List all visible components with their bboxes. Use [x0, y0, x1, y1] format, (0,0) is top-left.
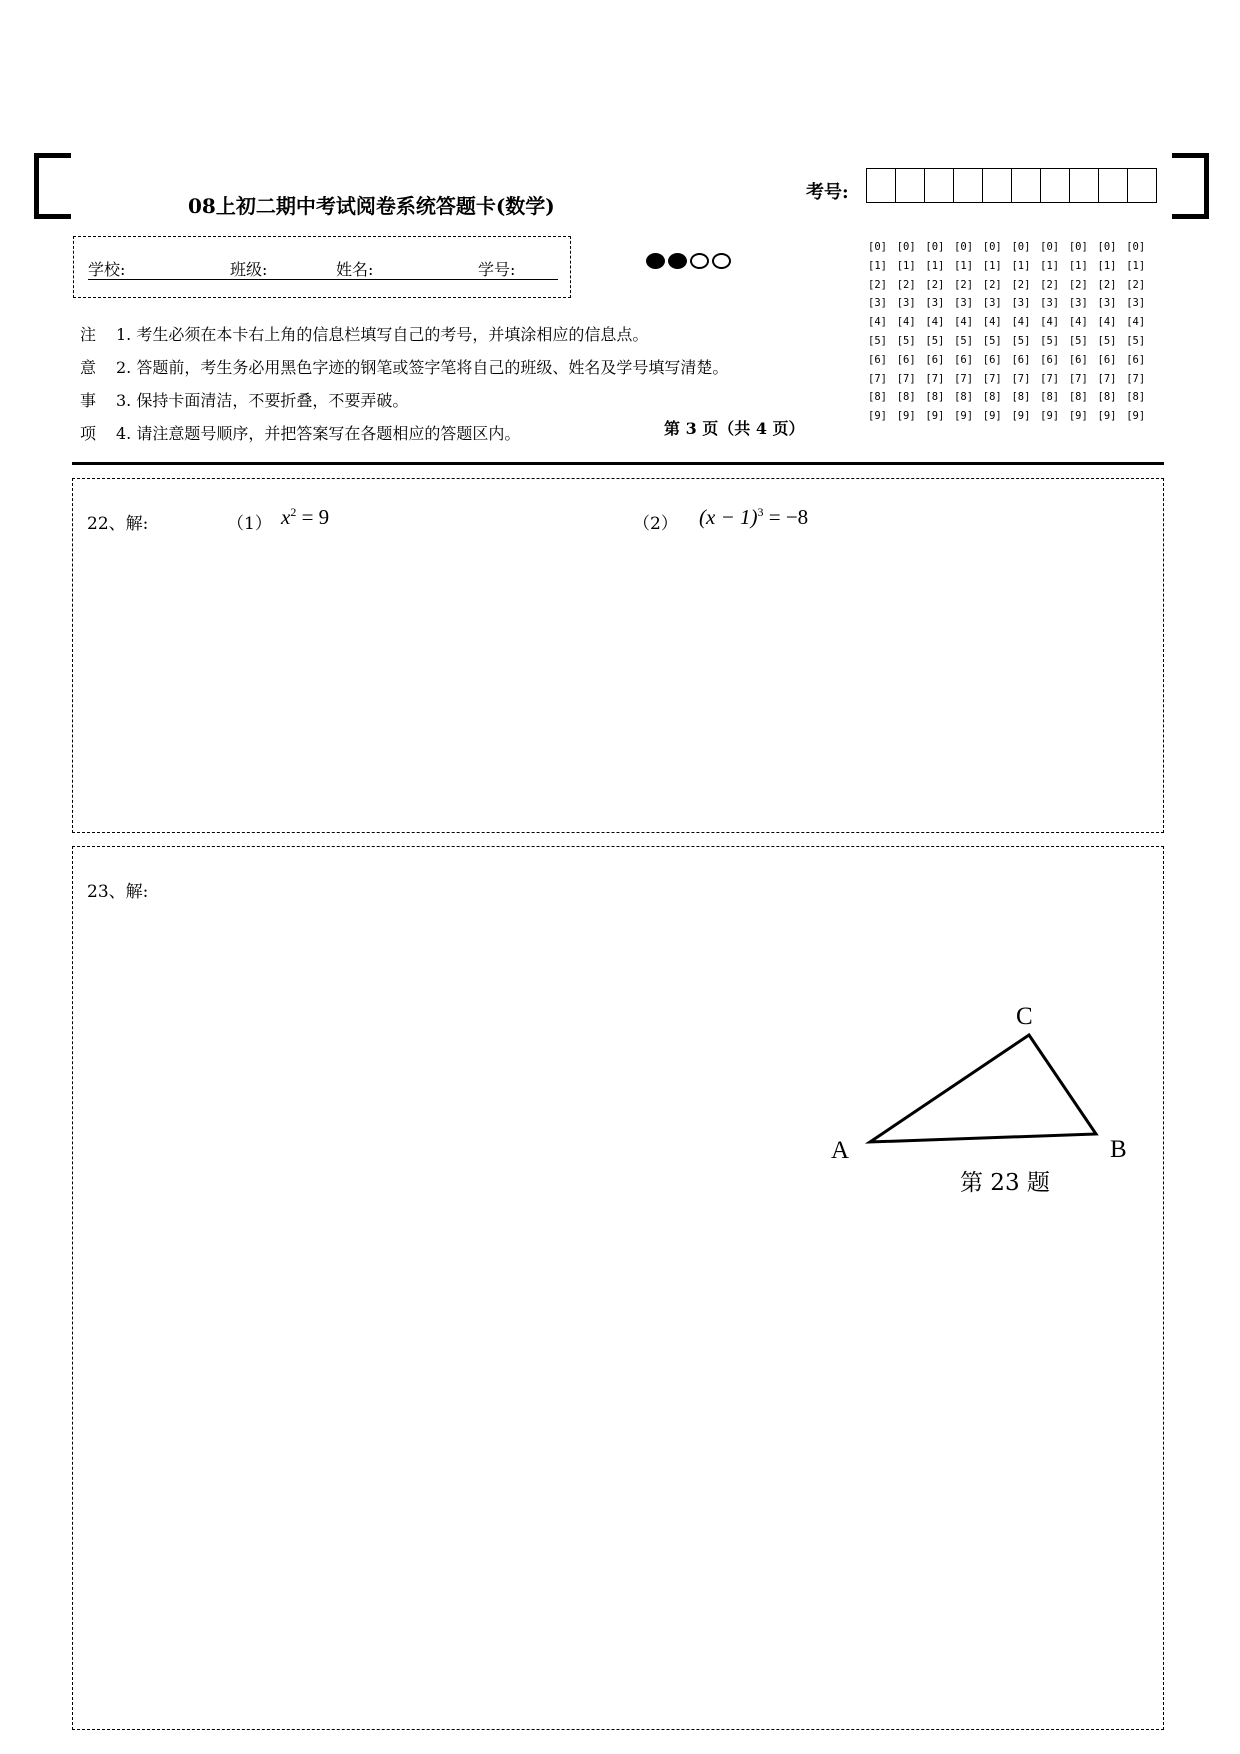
digit-bubble[interactable]: [2]	[1068, 278, 1088, 291]
corner-bracket-right	[1172, 153, 1209, 219]
vertex-label-b: B	[1110, 1136, 1127, 1163]
info-underline	[88, 279, 558, 280]
exam-number-boxes[interactable]	[866, 168, 1157, 203]
instructions	[80, 322, 728, 454]
header-divider	[72, 462, 1164, 465]
digit-bubble[interactable]: [0]	[1068, 241, 1088, 253]
exam-number-box[interactable]	[925, 169, 954, 202]
digit-bubble[interactable]: [5]	[896, 334, 916, 347]
corner-bracket-left	[34, 153, 71, 219]
digit-bubble[interactable]: [3]	[954, 297, 974, 310]
answer-area-q22[interactable]	[72, 478, 1164, 833]
bubble-row	[868, 313, 1155, 332]
digit-bubble[interactable]: [9]	[1126, 410, 1146, 423]
bubble-row	[868, 294, 1155, 313]
digit-bubble[interactable]: [9]	[1040, 410, 1060, 423]
digit-bubble[interactable]: [9]	[925, 410, 945, 423]
page-indicator: 第 3 页（共 4 页）	[664, 419, 805, 438]
digit-bubble[interactable]: [7]	[1011, 372, 1031, 385]
digit-bubble[interactable]: [1]	[896, 259, 916, 272]
digit-bubble[interactable]: [5]	[1068, 334, 1088, 347]
question-number-23: 23、解:	[87, 882, 149, 902]
digit-bubble[interactable]: [8]	[982, 391, 1002, 404]
digit-bubble[interactable]: [3]	[1040, 297, 1060, 310]
instruction-row: 注 1. 考生必须在本卡右上角的信息栏填写自己的考号，并填涂相应的信息点。	[80, 325, 649, 344]
digit-bubble[interactable]: [8]	[1011, 391, 1031, 404]
digit-bubble[interactable]: [4]	[868, 316, 887, 329]
digit-bubble[interactable]: [8]	[954, 391, 974, 404]
digit-bubble[interactable]: [7]	[1097, 372, 1117, 385]
digit-bubble[interactable]: [8]	[925, 391, 945, 404]
instruction-row: 事 3. 保持卡面清洁，不要折叠，不要弄破。	[80, 391, 409, 410]
digit-bubble[interactable]: [8]	[1040, 391, 1060, 404]
digit-bubble[interactable]: [2]	[1097, 278, 1117, 291]
digit-bubble[interactable]: [5]	[1040, 334, 1060, 347]
digit-bubble[interactable]: [1]	[982, 259, 1002, 272]
digit-bubble[interactable]: [0]	[1126, 241, 1146, 253]
digit-bubble[interactable]: [0]	[1097, 241, 1117, 253]
digit-bubble[interactable]: [2]	[954, 278, 974, 291]
digit-bubble[interactable]: [6]	[896, 353, 916, 366]
digit-bubble[interactable]: [5]	[954, 334, 974, 347]
equation-1: $x^2 = 9$	[281, 505, 330, 529]
digit-bubble[interactable]: [4]	[925, 316, 945, 329]
answer-area-q23[interactable]	[72, 846, 1164, 1730]
digit-bubble[interactable]: [5]	[868, 334, 887, 347]
digit-bubble[interactable]: [1]	[954, 259, 974, 272]
digit-bubble[interactable]: [1]	[1097, 259, 1117, 272]
digit-bubble[interactable]: [4]	[982, 316, 1002, 329]
digit-bubble[interactable]: [3]	[896, 297, 916, 310]
digit-bubble[interactable]: [1]	[868, 259, 887, 272]
digit-bubble[interactable]: [4]	[1097, 316, 1117, 329]
digit-bubble[interactable]: [8]	[896, 391, 916, 404]
bubble-row	[868, 276, 1155, 295]
digit-bubble[interactable]: [7]	[954, 372, 974, 385]
digit-bubble[interactable]: [3]	[925, 297, 945, 310]
digit-bubble[interactable]: [8]	[1097, 391, 1117, 404]
digit-bubble[interactable]: [5]	[925, 334, 945, 347]
digit-bubble[interactable]: [4]	[1011, 316, 1031, 329]
digit-bubble[interactable]: [5]	[1097, 334, 1117, 347]
exam-number-box[interactable]	[954, 169, 983, 202]
exam-number-box[interactable]	[1128, 169, 1156, 202]
digit-bubble[interactable]: [8]	[1126, 391, 1146, 404]
digit-bubble[interactable]: [4]	[954, 316, 974, 329]
digit-bubble[interactable]: [8]	[868, 391, 887, 404]
digit-bubble[interactable]: [3]	[868, 297, 887, 310]
digit-bubble[interactable]: [6]	[1068, 353, 1088, 366]
digit-bubble[interactable]: [6]	[1097, 353, 1117, 366]
digit-bubble[interactable]: [5]	[982, 334, 1002, 347]
digit-bubble[interactable]: [1]	[1040, 259, 1060, 272]
bubble-row	[868, 351, 1155, 370]
page-dot-empty	[690, 253, 709, 269]
digit-bubble[interactable]: [7]	[982, 372, 1002, 385]
digit-bubble[interactable]: [0]	[1040, 241, 1060, 253]
question-number-22: 22、解:	[87, 514, 149, 534]
exam-number-bubble-grid	[868, 238, 1155, 426]
student-info-box	[73, 236, 571, 298]
exam-number-box[interactable]	[1070, 169, 1099, 202]
digit-bubble[interactable]: [9]	[896, 410, 916, 423]
digit-bubble[interactable]: [7]	[1068, 372, 1088, 385]
digit-bubble[interactable]: [4]	[896, 316, 916, 329]
digit-bubble[interactable]: [7]	[1040, 372, 1060, 385]
figure-caption: 第 23 题	[960, 1170, 1050, 1196]
digit-bubble[interactable]: [0]	[982, 241, 1002, 253]
digit-bubble[interactable]: [3]	[982, 297, 1002, 310]
digit-bubble[interactable]: [0]	[954, 241, 974, 253]
digit-bubble[interactable]: [3]	[1126, 297, 1146, 310]
part2-label: （2）	[633, 514, 678, 534]
exam-number-box[interactable]	[1041, 169, 1070, 202]
digit-bubble[interactable]: [2]	[925, 278, 945, 291]
page-dot-filled	[668, 253, 687, 269]
exam-number-box[interactable]	[867, 169, 896, 202]
bubble-row	[868, 407, 1155, 426]
student-id-field-label[interactable]: 学号:	[478, 260, 516, 279]
digit-bubble[interactable]: [9]	[1068, 410, 1088, 423]
digit-bubble[interactable]: [5]	[1011, 334, 1031, 347]
digit-bubble[interactable]: [5]	[1126, 334, 1146, 347]
digit-bubble[interactable]: [0]	[896, 241, 916, 253]
digit-bubble[interactable]: [6]	[1040, 353, 1060, 366]
school-field-label[interactable]: 学校:	[88, 260, 126, 279]
digit-bubble[interactable]: [6]	[1011, 353, 1031, 366]
bubble-row	[868, 370, 1155, 389]
triangle-abc	[870, 1035, 1096, 1142]
digit-bubble[interactable]: [6]	[982, 353, 1002, 366]
digit-bubble[interactable]: [2]	[1011, 278, 1031, 291]
digit-bubble[interactable]: [4]	[1040, 316, 1060, 329]
digit-bubble[interactable]: [6]	[1126, 353, 1146, 366]
bubble-row	[868, 238, 1155, 257]
digit-bubble[interactable]: [6]	[954, 353, 974, 366]
vertex-label-a: A	[831, 1137, 850, 1164]
digit-bubble[interactable]: [0]	[1011, 241, 1031, 253]
digit-bubble[interactable]: [9]	[982, 410, 1002, 423]
class-field-label[interactable]: 班级:	[230, 260, 268, 279]
part1-label: （1）	[227, 514, 272, 534]
bubble-row	[868, 388, 1155, 407]
digit-bubble[interactable]: [0]	[868, 241, 887, 253]
exam-number-label: 考号:	[806, 182, 849, 203]
digit-bubble[interactable]: [2]	[982, 278, 1002, 291]
digit-bubble[interactable]: [2]	[1126, 278, 1146, 291]
digit-bubble[interactable]: [0]	[925, 241, 945, 253]
digit-bubble[interactable]: [1]	[1068, 259, 1088, 272]
vertex-label-c: C	[1016, 1003, 1033, 1030]
digit-bubble[interactable]: [1]	[925, 259, 945, 272]
digit-bubble[interactable]: [7]	[896, 372, 916, 385]
digit-bubble[interactable]: [9]	[1097, 410, 1117, 423]
instruction-row: 项 4. 请注意题号顺序，并把答案写在各题相应的答题区内。	[80, 424, 521, 443]
digit-bubble[interactable]: [3]	[1068, 297, 1088, 310]
digit-bubble[interactable]: [2]	[868, 278, 887, 291]
page-dot-filled	[646, 253, 665, 269]
digit-bubble[interactable]: [2]	[1040, 278, 1060, 291]
page-dot-empty	[712, 253, 731, 269]
digit-bubble[interactable]: [9]	[954, 410, 974, 423]
exam-number-box[interactable]	[1012, 169, 1041, 202]
digit-bubble[interactable]: [3]	[1011, 297, 1031, 310]
equation-2: $(x - 1)^3 = -8$	[699, 505, 809, 529]
digit-bubble[interactable]: [8]	[1068, 391, 1088, 404]
digit-bubble[interactable]: [4]	[1068, 316, 1088, 329]
triangle-figure	[830, 990, 1160, 1210]
instruction-row: 意 2. 答题前，考生务必用黑色字迹的钢笔或签字笔将自己的班级、姓名及学号填写清楚。	[80, 358, 729, 377]
digit-bubble[interactable]: [6]	[925, 353, 945, 366]
digit-bubble[interactable]: [1]	[1011, 259, 1031, 272]
digit-bubble[interactable]: [9]	[1011, 410, 1031, 423]
bubble-row	[868, 257, 1155, 276]
digit-bubble[interactable]: [1]	[1126, 259, 1146, 272]
exam-number-box[interactable]	[896, 169, 925, 202]
digit-bubble[interactable]: [9]	[868, 410, 887, 423]
digit-bubble[interactable]: [2]	[896, 278, 916, 291]
digit-bubble[interactable]: [6]	[868, 353, 887, 366]
bubble-row	[868, 332, 1155, 351]
digit-bubble[interactable]: [7]	[925, 372, 945, 385]
sheet-title: 08上初二期中考试阅卷系统答题卡(数学)	[188, 194, 555, 218]
digit-bubble[interactable]: [7]	[1126, 372, 1146, 385]
page-marker-dots	[646, 253, 731, 269]
name-field-label[interactable]: 姓名:	[336, 260, 374, 279]
digit-bubble[interactable]: [7]	[868, 372, 887, 385]
digit-bubble[interactable]: [3]	[1097, 297, 1117, 310]
exam-number-box[interactable]	[1099, 169, 1128, 202]
exam-number-box[interactable]	[983, 169, 1012, 202]
digit-bubble[interactable]: [4]	[1126, 316, 1146, 329]
